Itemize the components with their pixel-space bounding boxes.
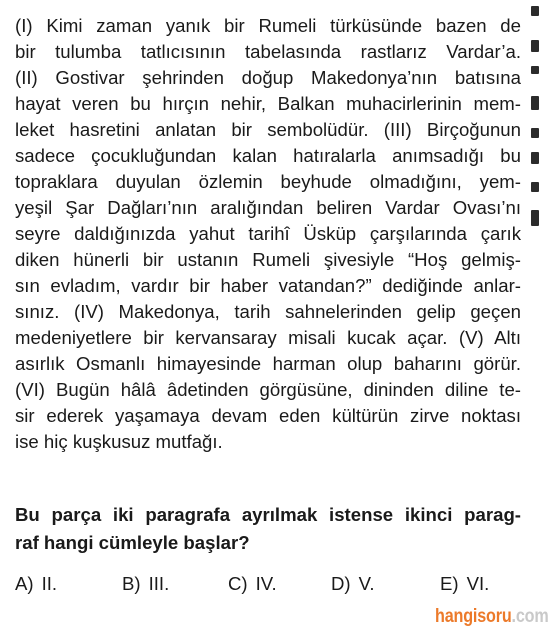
edge-mark-segment	[531, 40, 539, 52]
edge-mark-segment	[531, 96, 539, 110]
option-text: II.	[41, 573, 58, 594]
passage-line: sir ederek yaşamaya devam eden kültürün zirve noktası	[15, 405, 521, 426]
passage-line: hayat veren bu hırçın nehir, Balkan muhacirlerinin mem-	[15, 93, 521, 114]
passage-line: topraklara duyulan özlemin beyhude olmadığını, yem-	[15, 171, 521, 192]
question-line: Bu parça iki paragrafa ayrılmak istense ikinci parag-	[15, 504, 521, 525]
option-text: VI.	[466, 573, 490, 594]
option-letter: A)	[15, 573, 34, 594]
edge-mark-segment	[531, 66, 539, 74]
watermark-name: hangisoru	[435, 606, 512, 627]
passage	[15, 13, 521, 455]
option-letter: D)	[331, 573, 351, 594]
edge-mark-segment	[531, 128, 539, 138]
option-text: IV.	[255, 573, 277, 594]
answer-options	[15, 569, 521, 599]
passage-line: sınız. (IV) Makedonya, tarih sahnelerinden gelip geçen	[15, 301, 521, 322]
option-c[interactable]	[228, 569, 277, 599]
edge-mark-segment	[531, 210, 539, 226]
passage-line: (II) Gostivar şehrinden doğup Makedonya’nın batısına	[15, 67, 521, 88]
passage-line: asırlık Osmanlı himayesinde harman olup baharını görür.	[15, 353, 521, 374]
passage-line: leket hasretini anlatan bir sembolüdür. (III) Birçoğunun	[15, 119, 521, 140]
option-text: III.	[148, 573, 170, 594]
passage-line: yeşil Şar Dağları’nın aralığından beliren Vardar Ovası’nı	[15, 197, 521, 218]
option-letter: E)	[440, 573, 459, 594]
page-edge-marks	[522, 0, 536, 240]
edge-mark-segment	[531, 182, 539, 192]
passage-line: bir tulumba tatlıcısının tabelasında rastlarız Vardar’a.	[15, 41, 521, 62]
option-b[interactable]	[122, 569, 169, 599]
passage-line: ise hiç kuşkusuz mutfağı.	[15, 431, 223, 452]
question-stem	[15, 501, 521, 557]
edge-mark-segment	[531, 6, 539, 16]
option-a[interactable]	[15, 569, 57, 599]
passage-line: (VI) Bugün hâlâ âdetinden görgüsüne, dininden diline te-	[15, 379, 521, 400]
question-line: raf hangi cümleyle başlar?	[15, 532, 250, 553]
passage-line: (I) Kimi zaman yanık bir Rumeli türküsünde bazen de	[15, 15, 521, 36]
edge-mark-segment	[531, 152, 539, 164]
passage-line: diken hünerli bir ustanın Rumeli şivesiyle “Hoş gelmiş-	[15, 249, 521, 270]
passage-line: sadece çocukluğundan kalan hatıralarla anımsadığı bu	[15, 145, 521, 166]
passage-line: sın evladım, vardır bir haber vatandan?” dediğinde anlar-	[15, 275, 521, 296]
option-e[interactable]	[440, 569, 489, 599]
passage-line: medeniyetlere bir kervansaray misali kucak açar. (V) Altı	[15, 327, 521, 348]
option-letter: C)	[228, 573, 248, 594]
option-text: V.	[358, 573, 375, 594]
watermark-tld: .com	[511, 606, 549, 627]
site-watermark	[435, 606, 549, 628]
passage-line: seyre daldığınızda yahut tarihî Üsküp çarşılarında çarık	[15, 223, 521, 244]
option-d[interactable]	[331, 569, 375, 599]
option-letter: B)	[122, 573, 141, 594]
